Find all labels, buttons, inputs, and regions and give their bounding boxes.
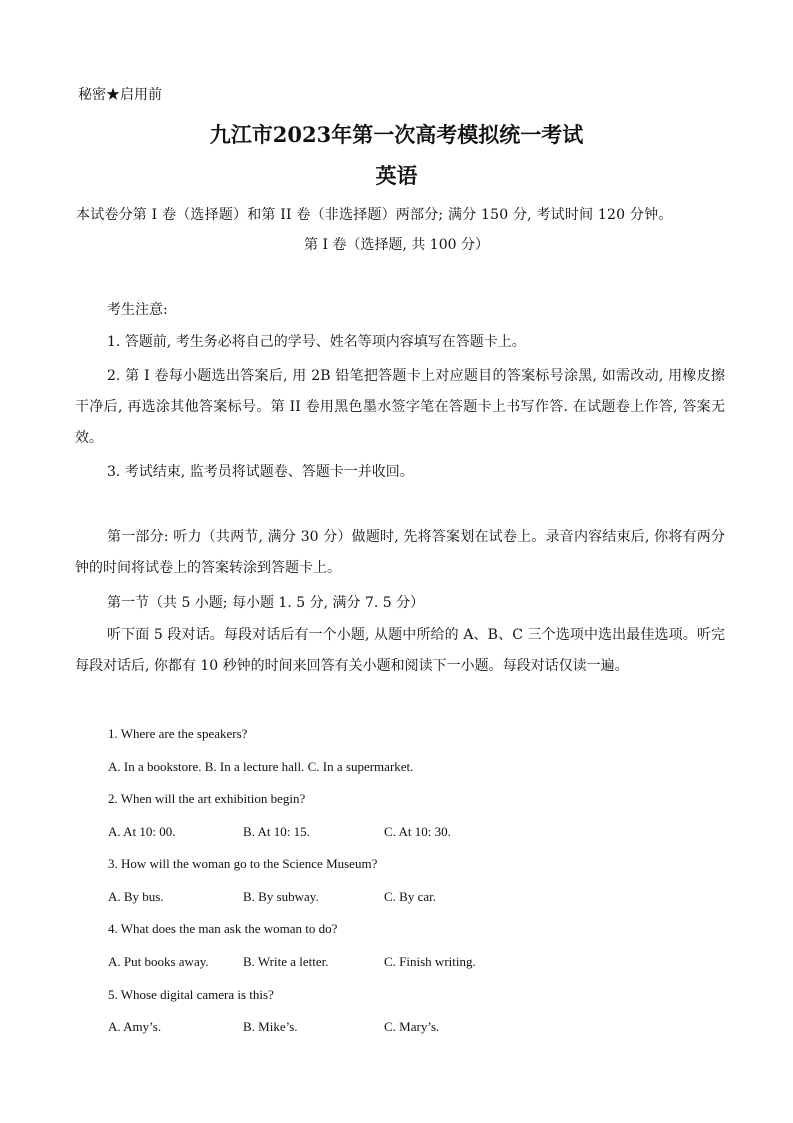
question-4-option-c: C. Finish writing. [384,954,476,969]
question-2-option-b: B. At 10: 15. [243,824,310,839]
question-1-options: A. In a bookstore. B. In a lecture hall. C. In a supermarket. [108,759,414,774]
section1-instructions: 听下面 5 段对话。每段对话后有一个小题, 从题中所给的 A、B、C 三个选项中选出最佳选项。听完每段对话后, 你都有 10 秒钟的时间来回答有关小题和阅读下一小题。每段对话仅读一遍。 [75,627,725,674]
exam-intro: 本试卷分第 I 卷（选择题）和第 II 卷（非选择题）两部分; 满分 150 分, 考试时间 120 分钟。 [76,207,673,223]
question-2-option-a: A. At 10: 00. [108,824,176,839]
question-3: 3. How will the woman go to the Science Museum? [108,856,378,871]
part1-heading: 第 I 卷（选择题, 共 100 分） [304,237,489,253]
section1-heading: 第一节（共 5 小题; 每小题 1. 5 分, 满分 7. 5 分） [107,595,425,611]
question-4-option-a: A. Put books away. [108,954,209,969]
question-4-option-b: B. Write a letter. [243,954,329,969]
question-5-option-b: B. Mike’s. [243,1019,298,1034]
question-5-option-a: A. Amy’s. [108,1019,162,1034]
question-2: 2. When will the art exhibition begin? [108,791,306,806]
question-3-option-a: A. By bus. [108,889,164,904]
question-5: 5. Whose digital camera is this? [108,987,274,1002]
question-5-option-c: C. Mary’s. [384,1019,440,1034]
listening-part-intro: 第一部分: 听力（共两节, 满分 30 分）做题时, 先将答案划在试卷上。录音内容结束后, 你将有两分钟的时间将试卷上的答案转涂到答题卡上。 [75,529,725,576]
notice-item-1: 1. 答题前, 考生务必将自己的学号、姓名等项内容填写在答题卡上。 [107,334,526,350]
question-3-option-c: C. By car. [384,889,436,904]
subject-title: 英语 [375,163,418,188]
notice-item-3: 3. 考试结束, 监考员将试题卷、答题卡一并收回。 [107,464,414,480]
question-2-option-c: C. At 10: 30. [384,824,451,839]
question-3-option-b: B. By subway. [243,889,319,904]
question-4: 4. What does the man ask the woman to do? [108,921,338,936]
question-1: 1. Where are the speakers? [108,726,248,741]
notice-heading: 考生注意: [107,302,168,318]
exam-title: 九江市2023年第一次高考模拟统一考试 [209,122,584,147]
notice-item-2: 2. 第 I 卷每小题选出答案后, 用 2B 铅笔把答题卡上对应题目的答案标号涂黑, 如需改动, 用橡皮擦干净后, 再选涂其他答案标号。第 II 卷用黑色墨水签字笔在答题卡上书写作答. 在试题卷上作答, 答案无效。 [75,368,725,446]
confidential-mark: 秘密★启用前 [78,87,162,103]
